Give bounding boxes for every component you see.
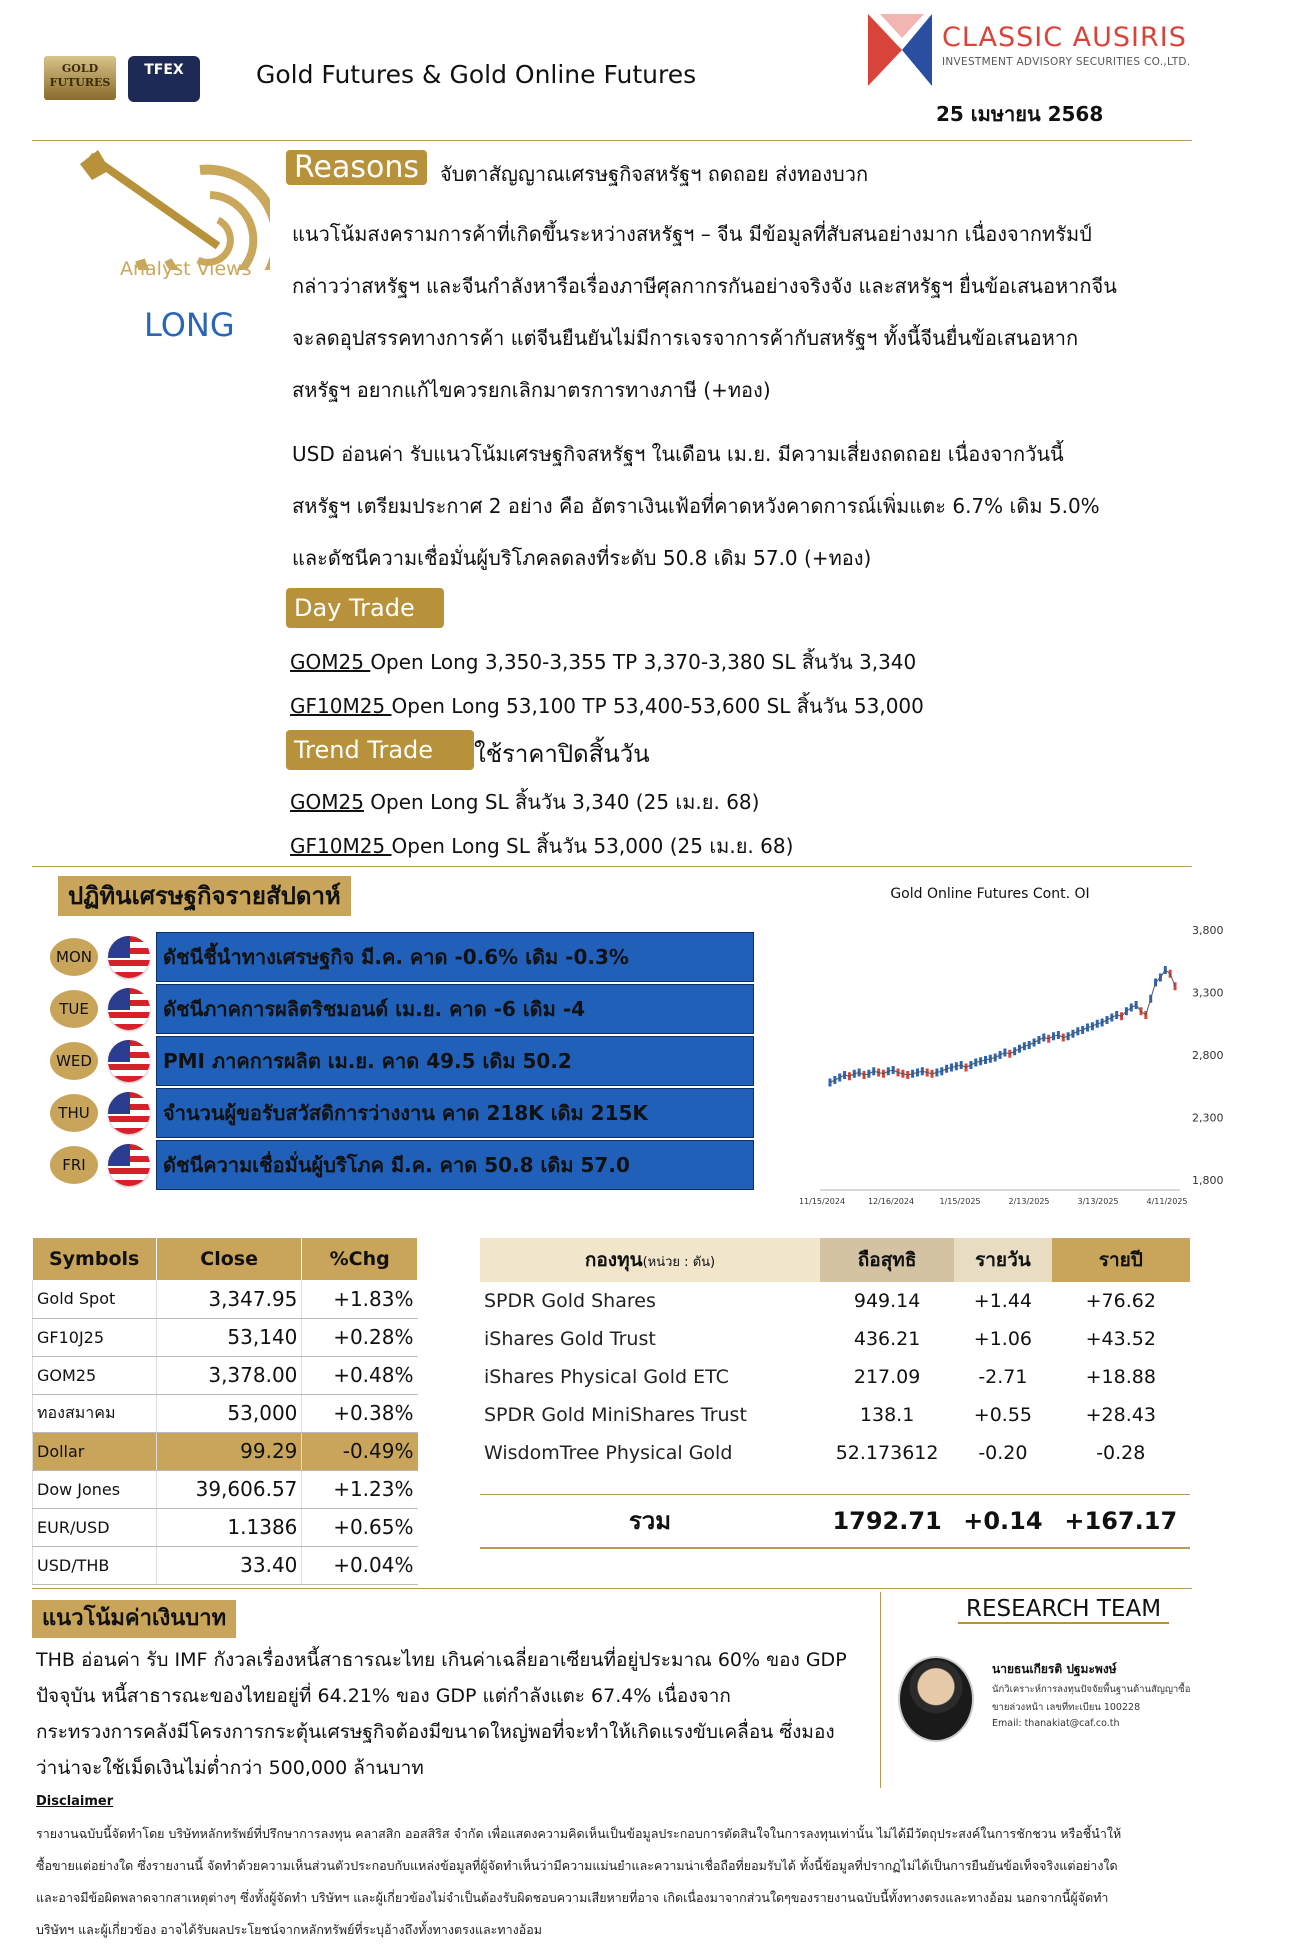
total-row bbox=[480, 1494, 1190, 1548]
y-tick-label: 1,800 bbox=[1192, 1174, 1224, 1187]
chg-cell: +0.04% bbox=[302, 1546, 418, 1584]
yearly-cell: +76.62 bbox=[1085, 1290, 1156, 1312]
fund-name: WisdomTree Physical Gold bbox=[484, 1442, 733, 1464]
day-badge: THU bbox=[50, 1094, 98, 1132]
close-cell: 33.40 bbox=[156, 1546, 302, 1584]
table-row bbox=[480, 1282, 1190, 1320]
calendar-label: ปฏิทินเศรษฐกิจรายสัปดาห์ bbox=[58, 876, 351, 916]
table-row bbox=[33, 1470, 418, 1508]
hold-cell: 949.14 bbox=[853, 1290, 921, 1312]
symbols-table bbox=[32, 1238, 418, 1585]
thb-outlook-label: แนวโน้มค่าเงินบาท bbox=[32, 1600, 236, 1638]
hold-cell: 217.09 bbox=[853, 1366, 921, 1388]
table-row bbox=[480, 1358, 1190, 1396]
hold-cell: 436.21 bbox=[853, 1328, 921, 1350]
trend-trade-note: ใช้ราคาปิดสิ้นวัน bbox=[474, 740, 650, 768]
us-flag-icon bbox=[108, 1144, 150, 1186]
x-tick-label: 1/15/2025 bbox=[939, 1197, 981, 1206]
yearly-cell: +18.88 bbox=[1085, 1366, 1156, 1388]
total-yearly: +167.17 bbox=[1052, 1494, 1190, 1548]
table-row bbox=[480, 1320, 1190, 1358]
trend-trade-row bbox=[290, 786, 759, 818]
reasons-label: Reasons bbox=[286, 150, 427, 185]
vertical-divider bbox=[880, 1592, 881, 1788]
day-badge: FRI bbox=[50, 1146, 98, 1184]
fund-header-unit: (หน่วย : ตัน) bbox=[642, 1255, 716, 1270]
table-row-highlighted bbox=[33, 1432, 418, 1470]
fx-line: THB อ่อนค่า รับ IMF กังวลเรื่องหนี้สาธารณะไทย เกินค่าเฉลี่ยอาเซียนที่อยู่ประมาณ 60% ของ GDP bbox=[36, 1649, 847, 1671]
day-trade-row bbox=[290, 646, 916, 678]
day-trade-label: Day Trade bbox=[286, 588, 444, 628]
table-row bbox=[480, 1396, 1190, 1434]
y-tick-label: 2,300 bbox=[1192, 1111, 1224, 1125]
x-tick-label: 11/15/2024 bbox=[798, 1197, 846, 1206]
target-dart-icon bbox=[80, 150, 270, 270]
thb-outlook-text bbox=[36, 1642, 886, 1786]
x-tick-label: 2/13/2025 bbox=[1008, 1197, 1050, 1206]
fund-name: iShares Physical Gold ETC bbox=[484, 1366, 729, 1388]
reason-line: แนวโน้มสงครามการค้าที่เกิดขึ้นระหว่างสหรัฐฯ – จีน มีข้อมูลที่สับสนอย่างมาก เนื่องจากทรัมป์ bbox=[292, 222, 1092, 246]
table-header-row bbox=[33, 1238, 418, 1280]
close-cell: 39,606.57 bbox=[156, 1470, 302, 1508]
chg-cell: +1.23% bbox=[302, 1470, 418, 1508]
reason-line: สหรัฐฯ อยากแก้ไขควรยกเลิกมาตรการทางภาษี (+ทอง) bbox=[292, 378, 771, 402]
symbol-cell: Dollar bbox=[33, 1432, 157, 1470]
reasons-headline: จับตาสัญญาณเศรษฐกิจสหรัฐฯ ถดถอย ส่งทองบวก bbox=[440, 162, 869, 186]
daily-cell: -2.71 bbox=[978, 1366, 1028, 1388]
table-row bbox=[33, 1508, 418, 1546]
research-team-title: RESEARCH TEAM bbox=[958, 1596, 1169, 1624]
column-header: Close bbox=[156, 1238, 302, 1280]
brand-subtitle: INVESTMENT ADVISORY SECURITIES CO.,LTD. bbox=[942, 56, 1191, 68]
disclaimer-line: รายงานฉบับนี้จัดทำโดย บริษัทหลักทรัพย์ที่ปรึกษาการลงทุน คลาสสิก ออสสิริส จำกัด เพื่อแสดงความคิดเห็นเป็นข้อมูลประกอบการตัดสินใจในการลงทุนเท่านั้น ไม่ได้มีวัตถุประสงค์ในการชักชวน หรือชี้นำให้ bbox=[36, 1826, 1122, 1841]
daily-cell: +1.06 bbox=[973, 1328, 1033, 1350]
symbol-cell: USD/THB bbox=[33, 1546, 157, 1584]
fund-name: SPDR Gold Shares bbox=[484, 1290, 656, 1312]
disclaimer-title: Disclaimer bbox=[36, 1794, 114, 1809]
table-row bbox=[33, 1356, 418, 1394]
trade-text: Open Long 3,350-3,355 TP 3,370-3,380 SL สิ้นวัน 3,340 bbox=[370, 650, 917, 674]
table-header-row bbox=[480, 1238, 1190, 1282]
table-row bbox=[33, 1318, 418, 1356]
day-badge: TUE bbox=[50, 990, 98, 1028]
symbol-cell: GOM25 bbox=[33, 1356, 157, 1394]
tfex-logo bbox=[128, 56, 200, 102]
daily-cell: -0.20 bbox=[978, 1442, 1028, 1464]
close-cell: 3,378.00 bbox=[156, 1356, 302, 1394]
table-row bbox=[33, 1546, 418, 1584]
chart-title: Gold Online Futures Cont. OI bbox=[890, 886, 1090, 902]
tfex-logo-text: TFEX bbox=[144, 62, 184, 78]
trade-text: Open Long SL สิ้นวัน 53,000 (25 เม.ย. 68) bbox=[391, 834, 794, 858]
column-header: ถือสุทธิ bbox=[820, 1238, 954, 1282]
analyst-license: ขายล่วงหน้า เลขที่ทะเบียน 100228 bbox=[992, 1702, 1141, 1713]
us-flag-icon bbox=[108, 936, 150, 978]
brand-name: CLASSIC AUSIRIS bbox=[942, 22, 1187, 53]
table-row bbox=[33, 1280, 418, 1318]
section-divider bbox=[32, 866, 1192, 867]
analyst-views-label: Analyst Views bbox=[120, 258, 252, 280]
us-flag-icon bbox=[108, 1092, 150, 1134]
chg-cell: +1.83% bbox=[302, 1280, 418, 1318]
day-trade-row bbox=[290, 690, 924, 722]
x-tick-label: 12/16/2024 bbox=[867, 1197, 915, 1206]
spacer-row bbox=[480, 1472, 1190, 1494]
analyst-view-value: LONG bbox=[144, 306, 235, 344]
calendar-event: ดัชนีภาคการผลิตริชมอนด์ เม.ย. คาด -6 เดิม -4 bbox=[156, 984, 754, 1034]
table-row bbox=[33, 1394, 418, 1432]
x-tick-label: 3/13/2025 bbox=[1077, 1197, 1119, 1206]
trade-text: Open Long 53,100 TP 53,400-53,600 SL สิ้นวัน 53,000 bbox=[391, 694, 924, 718]
chg-cell: +0.38% bbox=[302, 1394, 418, 1432]
table-row bbox=[480, 1434, 1190, 1472]
calendar-event: จำนวนผู้ขอรับสวัสดิการว่างงาน คาด 218K เดิม 215K bbox=[156, 1088, 754, 1138]
us-flag-icon bbox=[108, 1040, 150, 1082]
day-badge: WED bbox=[50, 1042, 98, 1080]
analyst-email: Email: thanakiat@caf.co.th bbox=[992, 1718, 1120, 1729]
close-cell: 53,000 bbox=[156, 1394, 302, 1432]
column-header: %Chg bbox=[302, 1238, 418, 1280]
trend-trade-label: Trend Trade bbox=[286, 730, 474, 770]
total-label: รวม bbox=[480, 1494, 820, 1548]
chg-cell: +0.48% bbox=[302, 1356, 418, 1394]
report-date: 25 เมษายน 2568 bbox=[936, 102, 1104, 126]
section-divider bbox=[32, 1588, 1192, 1589]
y-tick-label: 3,800 bbox=[1192, 924, 1224, 937]
reason-line: กล่าวว่าสหรัฐฯ และจีนกำลังหารือเรื่องภาษีศุลกากรกันอย่างจริงจัง และสหรัฐฯ ยื่นข้อเสนอหากจีน bbox=[292, 274, 1117, 298]
trend-trade-row bbox=[290, 830, 793, 862]
column-header: รายปี bbox=[1052, 1238, 1190, 1282]
reason-line: และดัชนีความเชื่อมั่นผู้บริโภคลดลงที่ระดับ 50.8 เดิม 57.0 (+ทอง) bbox=[292, 546, 872, 570]
page-title: Gold Futures & Gold Online Futures bbox=[256, 60, 697, 89]
hold-cell: 52.173612 bbox=[835, 1442, 939, 1464]
y-tick-label: 2,800 bbox=[1192, 1049, 1224, 1062]
chg-cell: -0.49% bbox=[302, 1432, 418, 1470]
daily-cell: +1.44 bbox=[973, 1290, 1033, 1312]
trade-symbol: GF10M25 bbox=[290, 834, 392, 858]
gold-logo-text: GOLD FUTURES bbox=[49, 62, 111, 89]
close-cell: 99.29 bbox=[156, 1432, 302, 1470]
symbol-cell: GF10J25 bbox=[33, 1318, 157, 1356]
yearly-cell: +43.52 bbox=[1085, 1328, 1156, 1350]
symbol-cell: ทองสมาคม bbox=[33, 1394, 157, 1432]
y-tick-label: 3,300 bbox=[1192, 986, 1224, 1000]
trade-symbol: GOM25 bbox=[290, 650, 371, 674]
analyst-role: นักวิเคราะห์การลงทุนปัจจัยพื้นฐานด้านสัญญาซื้อ bbox=[992, 1684, 1191, 1695]
calendar-event: PMI ภาคการผลิต เม.ย. คาด 49.5 เดิม 50.2 bbox=[156, 1036, 754, 1086]
trade-symbol: GF10M25 bbox=[290, 694, 392, 718]
disclaimer-text bbox=[36, 1818, 1196, 1946]
calendar-event: ดัชนีความเชื่อมั่นผู้บริโภค มี.ค. คาด 50.8 เดิม 57.0 bbox=[156, 1140, 754, 1190]
hold-cell: 138.1 bbox=[859, 1404, 915, 1426]
analyst-photo bbox=[898, 1656, 974, 1742]
close-cell: 53,140 bbox=[156, 1318, 302, 1356]
brand-logo-icon bbox=[866, 12, 936, 88]
reason-line: สหรัฐฯ เตรียมประกาศ 2 อย่าง คือ อัตราเงินเฟ้อที่คาดหวังคาดการณ์เพิ่มแตะ 6.7% เดิม 5.0% bbox=[292, 494, 1100, 518]
close-cell: 3,347.95 bbox=[156, 1280, 302, 1318]
fund-name: iShares Gold Trust bbox=[484, 1328, 656, 1350]
gold-fund-table bbox=[480, 1238, 1190, 1549]
column-header: Symbols bbox=[33, 1238, 157, 1280]
header-divider bbox=[32, 140, 1192, 141]
trade-symbol: GOM25 bbox=[290, 790, 364, 814]
reason-line: จะลดอุปสรรคทางการค้า แต่จีนยืนยันไม่มีการเจรจาการค้ากับสหรัฐฯ ทั้งนี้จีนยื่นข้อเสนอหาก bbox=[292, 326, 1079, 350]
yearly-cell: +28.43 bbox=[1085, 1404, 1156, 1426]
reason-paragraph-2 bbox=[292, 428, 1100, 584]
symbol-cell: Dow Jones bbox=[33, 1470, 157, 1508]
reason-line: USD อ่อนค่า รับแนวโน้มเศรษฐกิจสหรัฐฯ ในเดือน เม.ย. มีความเสี่ยงถดถอย เนื่องจากวันนี้ bbox=[292, 442, 1064, 466]
us-flag-icon bbox=[108, 988, 150, 1030]
symbol-cell: EUR/USD bbox=[33, 1508, 157, 1546]
column-header bbox=[480, 1238, 820, 1282]
fund-name: SPDR Gold MiniShares Trust bbox=[484, 1404, 747, 1426]
analyst-name: นายธนเกียรติ ปฐมะพงษ์ bbox=[992, 1662, 1117, 1676]
chg-cell: +0.65% bbox=[302, 1508, 418, 1546]
yearly-cell: -0.28 bbox=[1096, 1442, 1146, 1464]
gold-futures-logo bbox=[44, 56, 116, 100]
fx-line: ว่าน่าจะใช้เม็ดเงินไม่ต่ำกว่า 500,000 ล้านบาท bbox=[36, 1757, 424, 1779]
fx-line: ปัจจุบัน หนี้สาธารณะของไทยอยู่ที่ 64.21% ของ GDP แต่กำลังแตะ 67.4% เนื่องจาก bbox=[36, 1685, 731, 1707]
calendar-event: ดัชนีชี้นำทางเศรษฐกิจ มี.ค. คาด -0.6% เดิม -0.3% bbox=[156, 932, 754, 982]
total-hold: 1792.71 bbox=[820, 1494, 954, 1548]
daily-cell: +0.55 bbox=[973, 1404, 1033, 1426]
total-daily: +0.14 bbox=[954, 1494, 1051, 1548]
trade-text: Open Long SL สิ้นวัน 3,340 (25 เม.ย. 68) bbox=[363, 790, 760, 814]
reason-paragraph-1 bbox=[292, 208, 1117, 416]
disclaimer-line: บริษัทฯ และผู้เกี่ยวข้อง อาจได้รับผลประโยชน์จากหลักทรัพย์ที่ระบุอ้างถึงทั้งทางตรงและทางอ้อม bbox=[36, 1922, 542, 1937]
chg-cell: +0.28% bbox=[302, 1318, 418, 1356]
gold-oi-chart bbox=[770, 880, 1240, 1210]
disclaimer-line: ซื้อขายแต่อย่างใด ซึ่งรายงานนี้ จัดทำด้วยความเห็นส่วนตัวประกอบกับแหล่งข้อมูลที่ผู้จัดทำเห็นว่ามีความแม่นยำและความน่าเชื่อถือที่ยอมรับได้ ทั้งนี้ข้อมูลที่ปรากฏไม่ได้เป็นการยืนยันข้อเท็จจริงแต่อย่างใด bbox=[36, 1858, 1118, 1873]
symbol-cell: Gold Spot bbox=[33, 1280, 157, 1318]
x-tick-label: 4/11/2025 bbox=[1146, 1197, 1188, 1206]
column-header: รายวัน bbox=[954, 1238, 1051, 1282]
day-badge: MON bbox=[50, 938, 98, 976]
disclaimer-line: และอาจมีข้อผิดพลาดจากสาเหตุต่างๆ ซึ่งทั้งผู้จัดทำ บริษัทฯ และผู้เกี่ยวข้องไม่จำเป็นต้องรับผิดชอบความเสียหายที่อาจ เกิดเนื่องมาจากส่วนใดๆของรายงานฉบับนี้ทั้งทางตรงและทางอ้อม นอกจากนี้ผู้จัดทำ bbox=[36, 1890, 1109, 1905]
close-cell: 1.1386 bbox=[156, 1508, 302, 1546]
price-series-line bbox=[830, 970, 1175, 1083]
fund-header-label: กองทุน bbox=[584, 1249, 643, 1271]
fx-line: กระทรวงการคลังมีโครงการกระตุ้นเศรษฐกิจต้องมีขนาดใหญ่พอที่จะทำให้เกิดแรงขับเคลื่อน ซึ่งมอง bbox=[36, 1721, 835, 1743]
